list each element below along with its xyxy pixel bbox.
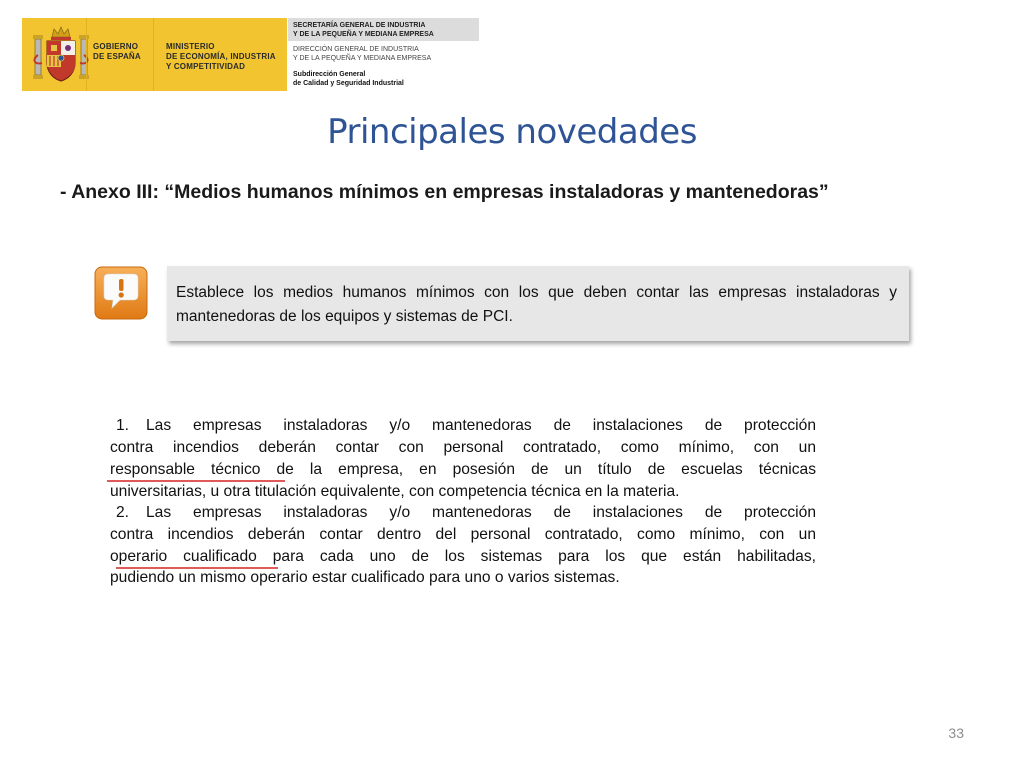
item-number: 1. <box>116 417 130 434</box>
direccion-line: DIRECCIÓN GENERAL DE INDUSTRIA <box>293 46 419 53</box>
highlight-underline <box>116 567 278 569</box>
ministerio-label <box>166 42 276 72</box>
subdireccion-line: de Calidad y Seguridad Industrial <box>293 80 404 87</box>
excerpt-line: operario cualificado para cada uno de los sistemas para los que están habilitadas, <box>110 548 816 565</box>
secretaria-line: SECRETARÍA GENERAL DE INDUSTRIA <box>293 22 426 29</box>
secretaria-label <box>293 21 434 39</box>
direccion-label <box>293 45 431 63</box>
excerpt-line: contra incendios deberán contar con personal contratado, como mínimo, con un <box>110 439 816 456</box>
callout-text: Establece los medios humanos mínimos con los que deben contar las empresas instaladoras y mantenedoras de los equipos y sistemas de PCI. <box>176 284 897 325</box>
callout-box <box>167 266 909 341</box>
highlight-underline <box>107 480 285 482</box>
page-number: 33 <box>948 725 964 741</box>
regulation-excerpt <box>110 410 830 590</box>
ministerio-line: DE ECONOMÍA, INDUSTRIA <box>166 52 276 61</box>
header-divider <box>153 18 154 91</box>
direccion-line: Y DE LA PEQUEÑA Y MEDIANA EMPRESA <box>293 55 432 62</box>
gobierno-label <box>93 42 141 62</box>
excerpt-line: responsable técnico de la empresa, en posesión de un título de escuelas técnicas <box>110 461 816 478</box>
header-divider <box>86 18 87 91</box>
subdireccion-label <box>293 70 404 88</box>
secretaria-line: Y DE LA PEQUEÑA Y MEDIANA EMPRESA <box>293 31 434 38</box>
coat-of-arms-logo <box>32 25 90 85</box>
ministerio-line: MINISTERIO <box>166 42 215 51</box>
slide-title: Principales novedades <box>327 112 697 152</box>
excerpt-line: pudiendo un mismo operario estar cualificado para uno o varios sistemas. <box>110 569 620 586</box>
excerpt-line <box>110 502 816 523</box>
subdireccion-line: Subdirección General <box>293 71 366 78</box>
government-header-band <box>22 18 287 91</box>
gobierno-line: DE ESPAÑA <box>93 52 141 61</box>
secretaria-box <box>288 18 479 41</box>
excerpt-line: contra incendios deberán contar dentro del personal contratado, como mínimo, con un <box>110 526 816 543</box>
excerpt-line <box>110 415 816 436</box>
excerpt-text: Las empresas instaladoras y/o mantenedoras de instalaciones de protección <box>146 417 816 434</box>
excerpt-line: universitarias, u otra titulación equivalente, con competencia técnica en la materia. <box>110 483 680 500</box>
slide-subtitle: - Anexo III: “Medios humanos mínimos en empresas instaladoras y mantenedoras” <box>60 181 829 203</box>
ministerio-line: Y COMPETITIVIDAD <box>166 62 246 71</box>
item-number: 2. <box>116 504 130 521</box>
gobierno-line: GOBIERNO <box>93 42 139 51</box>
excerpt-text: Las empresas instaladoras y/o mantenedoras de instalaciones de protección <box>146 504 816 521</box>
exclamation-speech-bubble-icon <box>94 266 148 320</box>
